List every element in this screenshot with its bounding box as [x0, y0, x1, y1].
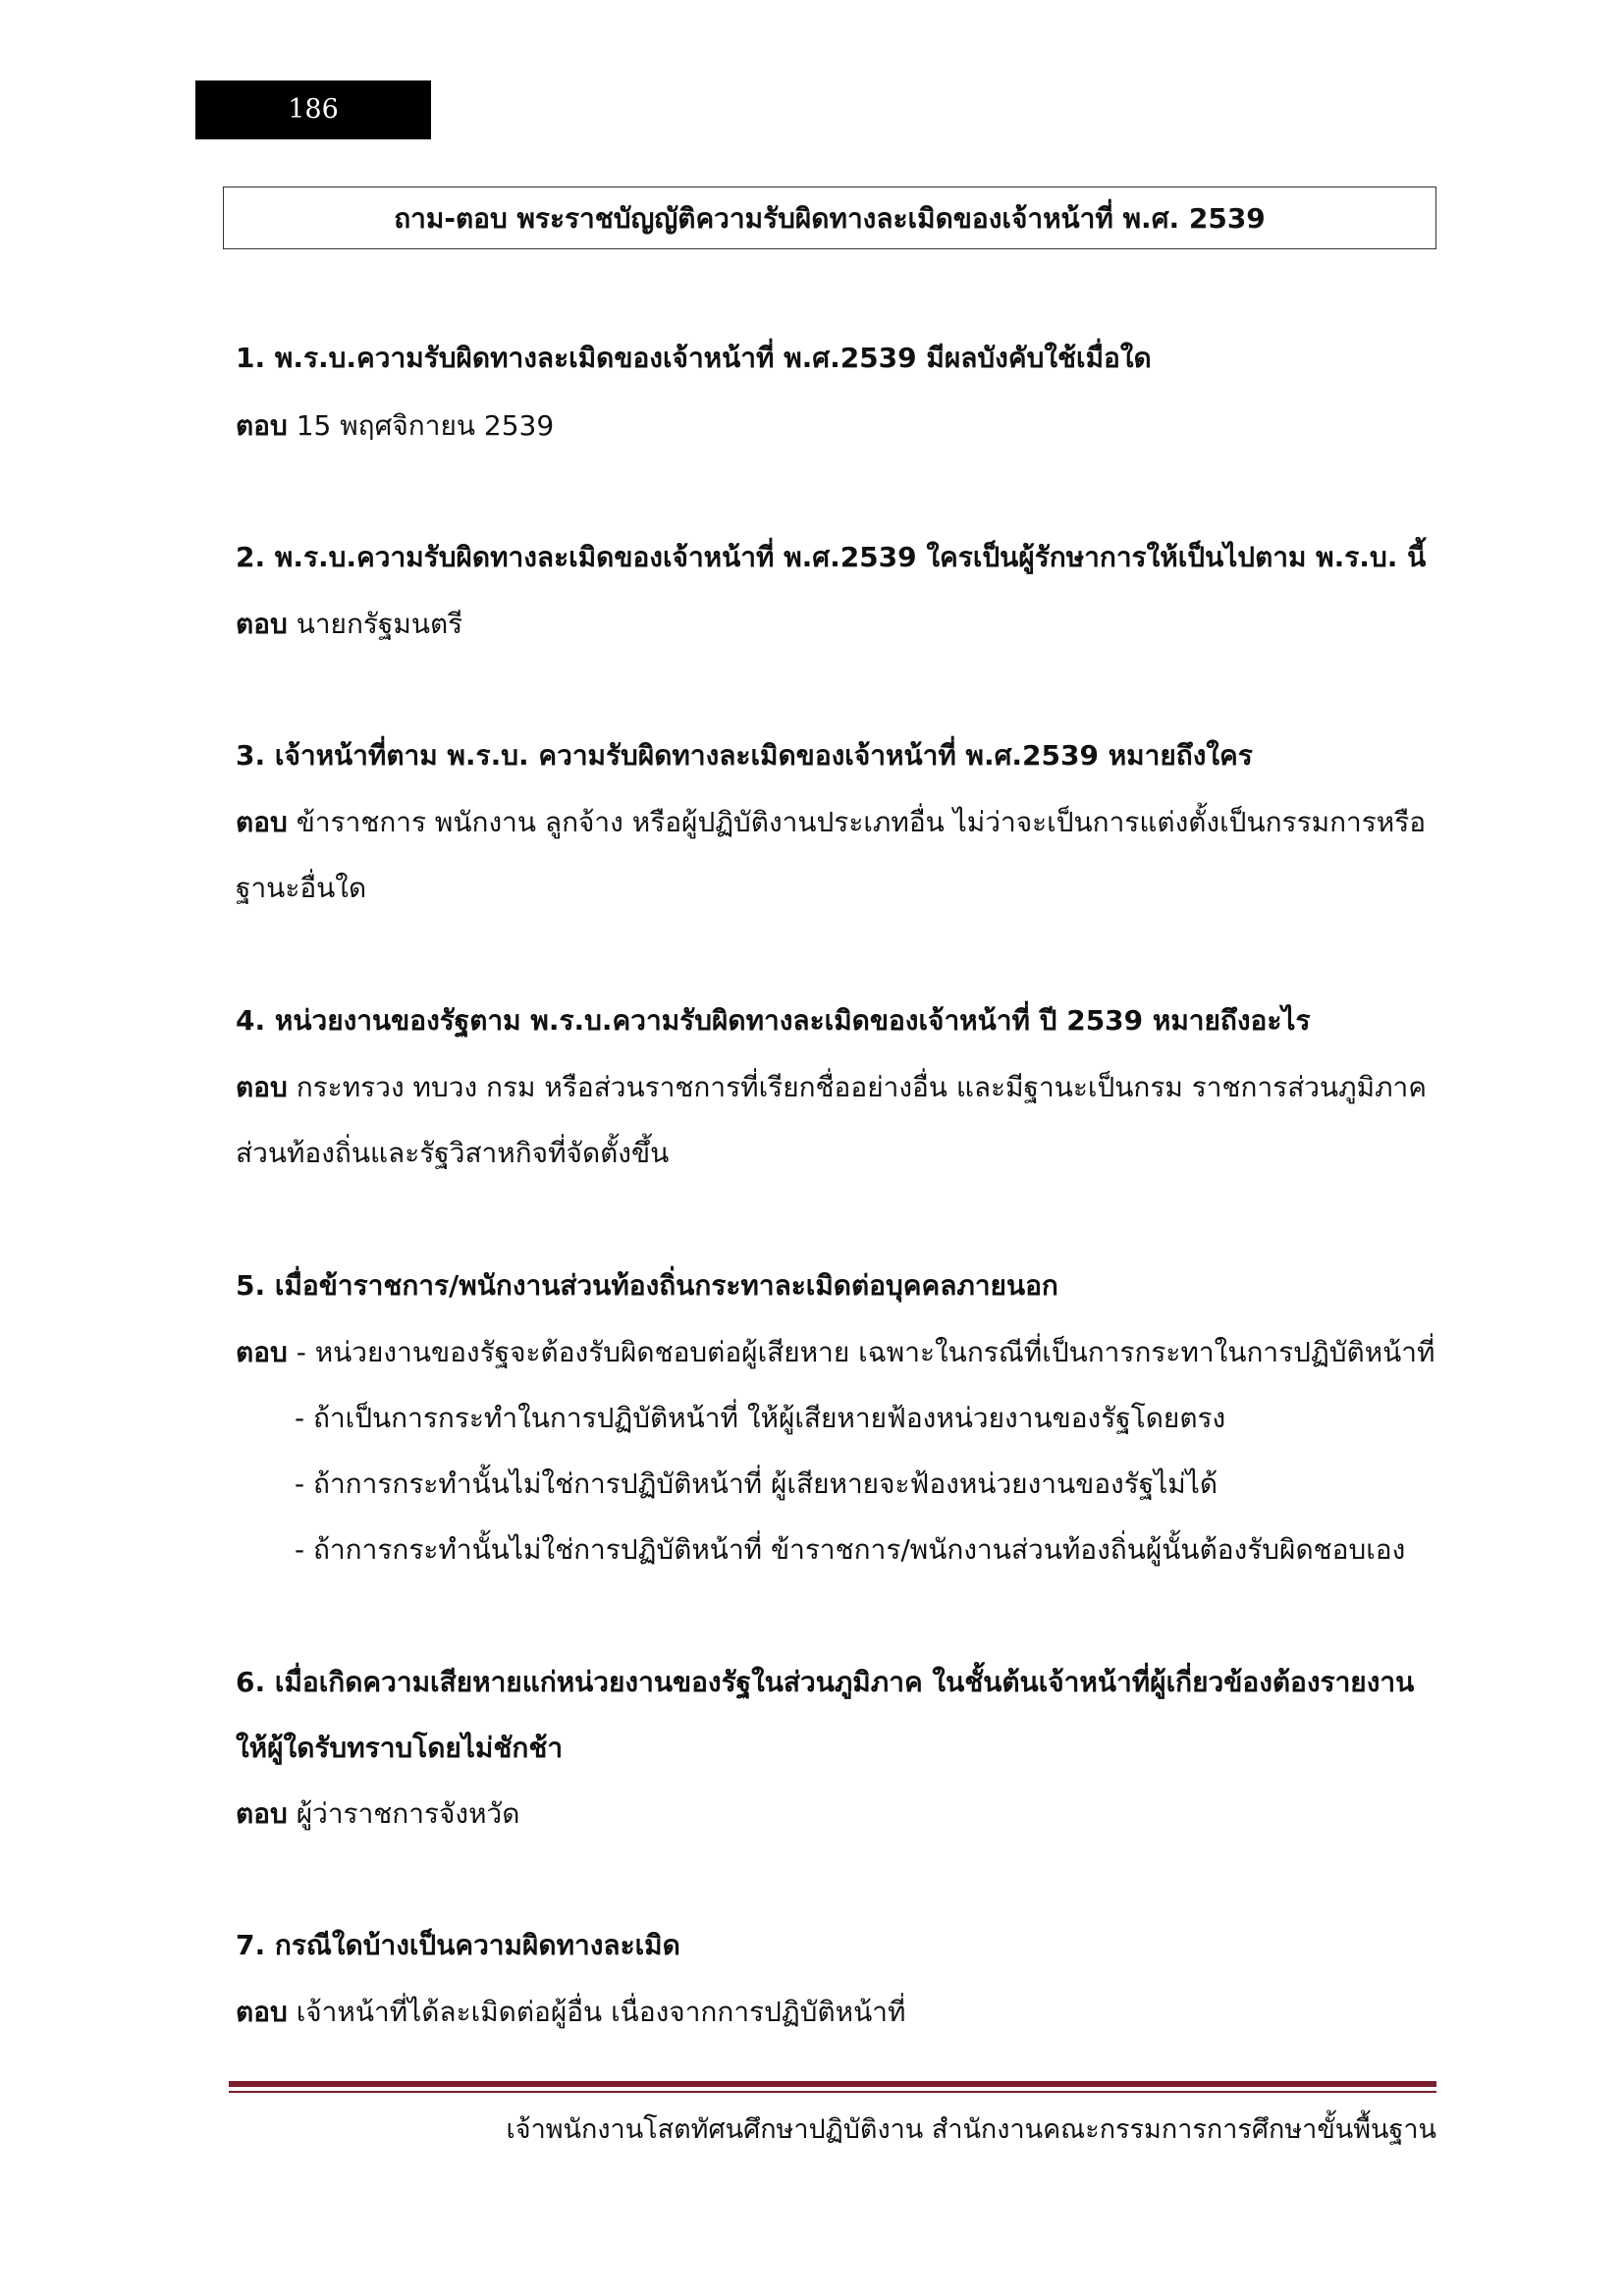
answer-5-bullet-4: - ถ้าการกระทำนั้นไม่ใช่การปฏิบัติหน้าที่ ข้าราชการ/พนักงานส่วนท้องถิ่นผู้นั้นต้องรับผิดชอบเอง [295, 1533, 1406, 1566]
answer-6 [236, 1794, 519, 1834]
answer-5-bullet-3: - ถ้าการกระทำนั้นไม่ใช่การปฏิบัติหน้าที่ ผู้เสียหายจะฟ้องหน่วยงานของรัฐไม่ได้ [295, 1468, 1218, 1500]
question-2: 2. พ.ร.บ.ความรับผิดทางละเมิดของเจ้าหน้าที่ พ.ศ.2539 ใครเป็นผู้รักษาการให้เป็นไปตาม พ.ร.บ. นี้ [236, 541, 1427, 573]
question-5: 5. เมื่อข้าราชการ/พนักงานส่วนท้องถิ่นกระทาละเมิดต่อบุคคลภายนอก [236, 1269, 1058, 1302]
question-6-continuation: ให้ผู้ใดรับทราบโดยไม่ชักช้า [236, 1732, 564, 1764]
answer-2 [236, 605, 462, 644]
answer-4-text: กระทรวง ทบวง กรม หรือส่วนราชการที่เรียกชื่ออย่างอื่น และมีฐานะเป็นกรม ราชการส่วนภูมิภาค [296, 1071, 1427, 1103]
answer-3-text: ข้าราชการ พนักงาน ลูกจ้าง หรือผู้ปฏิบัติงานประเภทอื่น ไม่ว่าจะเป็นการแต่งตั้งเป็นกรรมการหรือ [296, 806, 1427, 838]
answer-label: ตอบ [236, 806, 288, 838]
answer-2-text: นายกรัฐมนตรี [296, 608, 463, 640]
question-4: 4. หน่วยงานของรัฐตาม พ.ร.บ.ความรับผิดทางละเมิดของเจ้าหน้าที่ ปี 2539 หมายถึงอะไร [236, 1004, 1311, 1037]
answer-4-continuation: ส่วนท้องถิ่นและรัฐวิสาหกิจที่จัดตั้งขึ้น [236, 1137, 670, 1169]
answer-3 [236, 803, 1426, 842]
answer-5 [236, 1333, 1435, 1372]
answer-7-text: เจ้าหน้าที่ได้ละเมิดต่อผู้อื่น เนื่องจากการปฏิบัติหน้าที่ [296, 1996, 906, 2028]
answer-label: ตอบ [236, 1071, 288, 1103]
answer-label: ตอบ [236, 608, 288, 640]
answer-label: ตอบ [236, 1996, 288, 2028]
answer-label: ตอบ [236, 1336, 288, 1368]
answer-label: ตอบ [236, 1797, 288, 1830]
question-6: 6. เมื่อเกิดความเสียหายแก่หน่วยงานของรัฐในส่วนภูมิภาค ในชั้นต้นเจ้าหน้าที่ผู้เกี่ยวข้องต้องรายงาน [236, 1666, 1415, 1698]
answer-5-bullet-2: - ถ้าเป็นการกระทำในการปฏิบัติหน้าที่ ให้ผู้เสียหายฟ้องหน่วยงานของรัฐโดยตรง [295, 1402, 1226, 1434]
footer-rule-thin [229, 2091, 1436, 2093]
answer-1-text: 15 พฤศจิกายน 2539 [296, 409, 555, 442]
page-number: 186 [195, 80, 431, 139]
question-7: 7. กรณีใดบ้างเป็นความผิดทางละเมิด [236, 1929, 680, 1961]
answer-4 [236, 1068, 1427, 1107]
answer-5-bullet-1: - หน่วยงานของรัฐจะต้องรับผิดชอบต่อผู้เสียหาย เฉพาะในกรณีที่เป็นการกระทาในการปฏิบัติหน้าที่ [296, 1336, 1435, 1368]
answer-6-text: ผู้ว่าราชการจังหวัด [296, 1797, 520, 1830]
footer-text: เจ้าพนักงานโสตทัศนศึกษาปฏิบัติงาน สำนักงานคณะกรรมการการศึกษาขั้นพื้นฐาน [506, 2114, 1436, 2145]
question-3: 3. เจ้าหน้าที่ตาม พ.ร.บ. ความรับผิดทางละเมิดของเจ้าหน้าที่ พ.ศ.2539 หมายถึงใคร [236, 739, 1253, 772]
answer-7 [236, 1993, 905, 2032]
answer-label: ตอบ [236, 409, 288, 442]
document-title: ถาม-ตอบ พระราชบัญญัติความรับผิดทางละเมิดของเจ้าหน้าที่ พ.ศ. 2539 [223, 187, 1436, 249]
footer-rule [229, 2081, 1436, 2087]
answer-3-continuation: ฐานะอื่นใด [236, 872, 367, 904]
question-1: 1. พ.ร.บ.ความรับผิดทางละเมิดของเจ้าหน้าที่ พ.ศ.2539 มีผลบังคับใช้เมื่อใด [236, 342, 1152, 374]
answer-1 [236, 406, 554, 446]
